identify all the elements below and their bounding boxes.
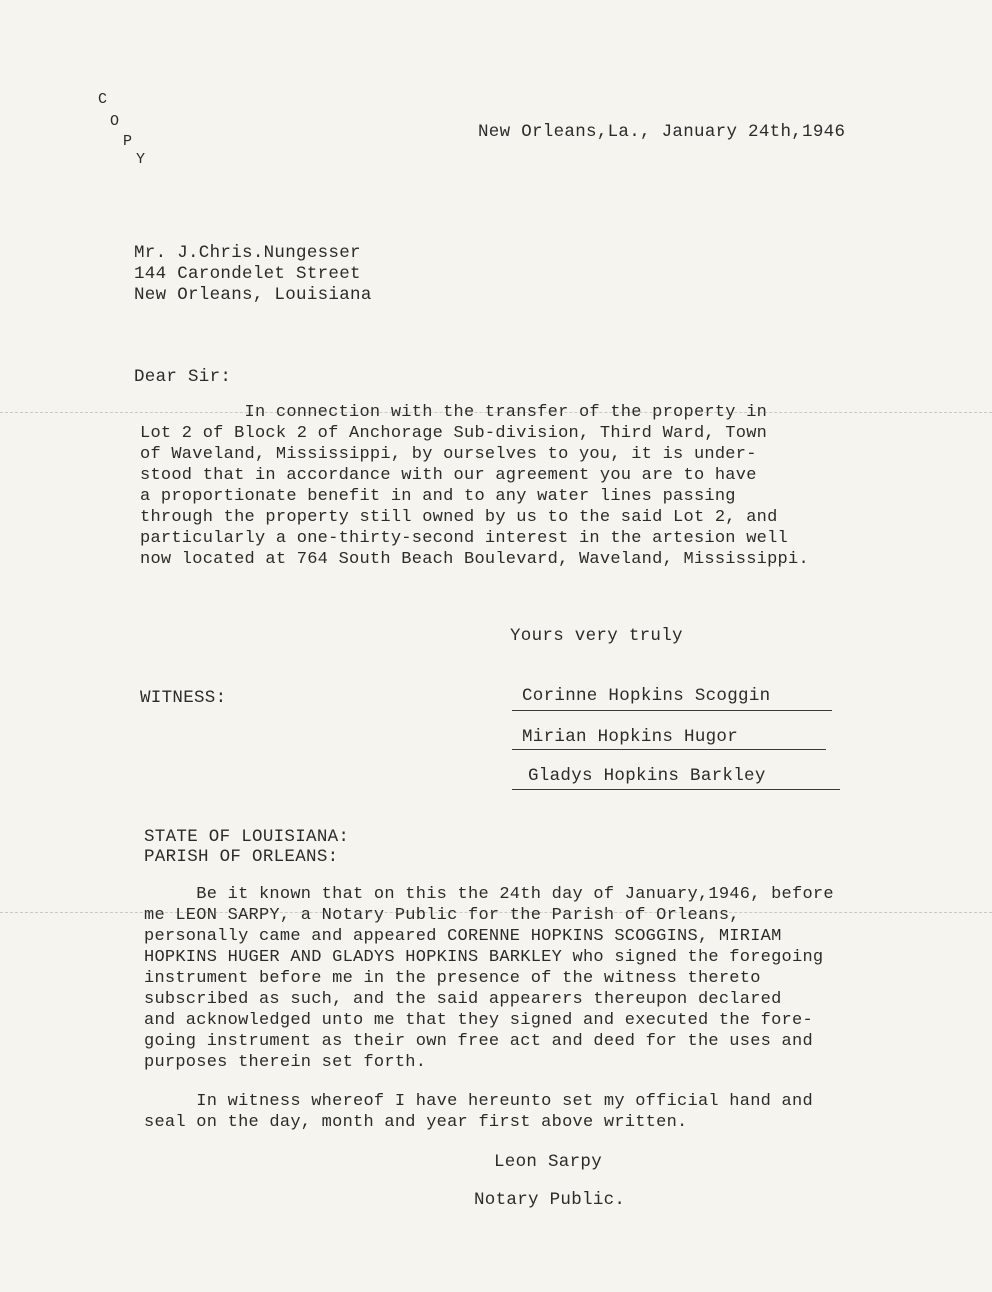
notary-line: subscribed as such, and the said appearers thereupon declared	[144, 990, 782, 1009]
notary-parish: PARISH OF ORLEANS:	[144, 847, 339, 867]
signature-line	[512, 710, 832, 711]
signature-line	[512, 749, 826, 750]
notary-line: Be it known that on this the 24th day of January,1946, before	[144, 885, 834, 904]
notary-line: instrument before me in the presence of the witness thereto	[144, 969, 761, 988]
body-line: a proportionate benefit in and to any water lines passing	[140, 487, 736, 506]
body-line: Lot 2 of Block 2 of Anchorage Sub-division, Third Ward, Town	[140, 424, 768, 443]
body-line: of Waveland, Mississippi, by ourselves to you, it is under-	[140, 445, 757, 464]
recipient-city: New Orleans, Louisiana	[134, 285, 372, 305]
body-line: now located at 764 South Beach Boulevard, Waveland, Mississippi.	[140, 550, 809, 569]
copy-mark-p: P	[123, 133, 133, 150]
paper-crease	[0, 912, 992, 913]
notary-line: purposes therein set forth.	[144, 1053, 427, 1072]
notary-state: STATE OF LOUISIANA:	[144, 827, 350, 847]
notary-line: me LEON SARPY, a Notary Public for the Parish of Orleans,	[144, 906, 740, 925]
notary-line: personally came and appeared CORENNE HOPKINS SCOGGINS, MIRIAM	[144, 927, 782, 946]
signature-line	[512, 789, 840, 790]
notary-name: Leon Sarpy	[494, 1152, 603, 1172]
witness-whereof-line: seal on the day, month and year first above written.	[144, 1113, 688, 1132]
copy-mark-c: C	[98, 91, 108, 108]
witness-label: WITNESS:	[140, 688, 227, 708]
salutation: Dear Sir:	[134, 367, 232, 387]
signatory-3: Gladys Hopkins Barkley	[528, 766, 766, 786]
dateline: New Orleans,La., January 24th,1946	[478, 122, 846, 142]
signatory-1: Corinne Hopkins Scoggin	[522, 686, 771, 706]
body-line: through the property still owned by us to the said Lot 2, and	[140, 508, 778, 527]
body-line: stood that in accordance with our agreement you are to have	[140, 466, 757, 485]
paper-crease	[0, 412, 992, 413]
body-line: particularly a one-thirty-second interest in the artesion well	[140, 529, 789, 548]
recipient-name: Mr. J.Chris.Nungesser	[134, 243, 361, 263]
notary-line: and acknowledged unto me that they signed and executed the fore-	[144, 1011, 813, 1030]
recipient-street: 144 Carondelet Street	[134, 264, 361, 284]
closing: Yours very truly	[510, 626, 683, 646]
notary-line: going instrument as their own free act and deed for the uses and	[144, 1032, 813, 1051]
notary-line: HOPKINS HUGER AND GLADYS HOPKINS BARKLEY who signed the foregoing	[144, 948, 824, 967]
copy-mark-o: O	[110, 113, 120, 130]
copy-mark-y: Y	[136, 151, 146, 168]
body-line: In connection with the transfer of the property in	[140, 403, 768, 422]
signatory-2: Mirian Hopkins Hugor	[522, 727, 739, 747]
notary-title: Notary Public.	[474, 1190, 626, 1210]
witness-whereof-line: In witness whereof I have hereunto set my official hand and	[144, 1092, 813, 1111]
